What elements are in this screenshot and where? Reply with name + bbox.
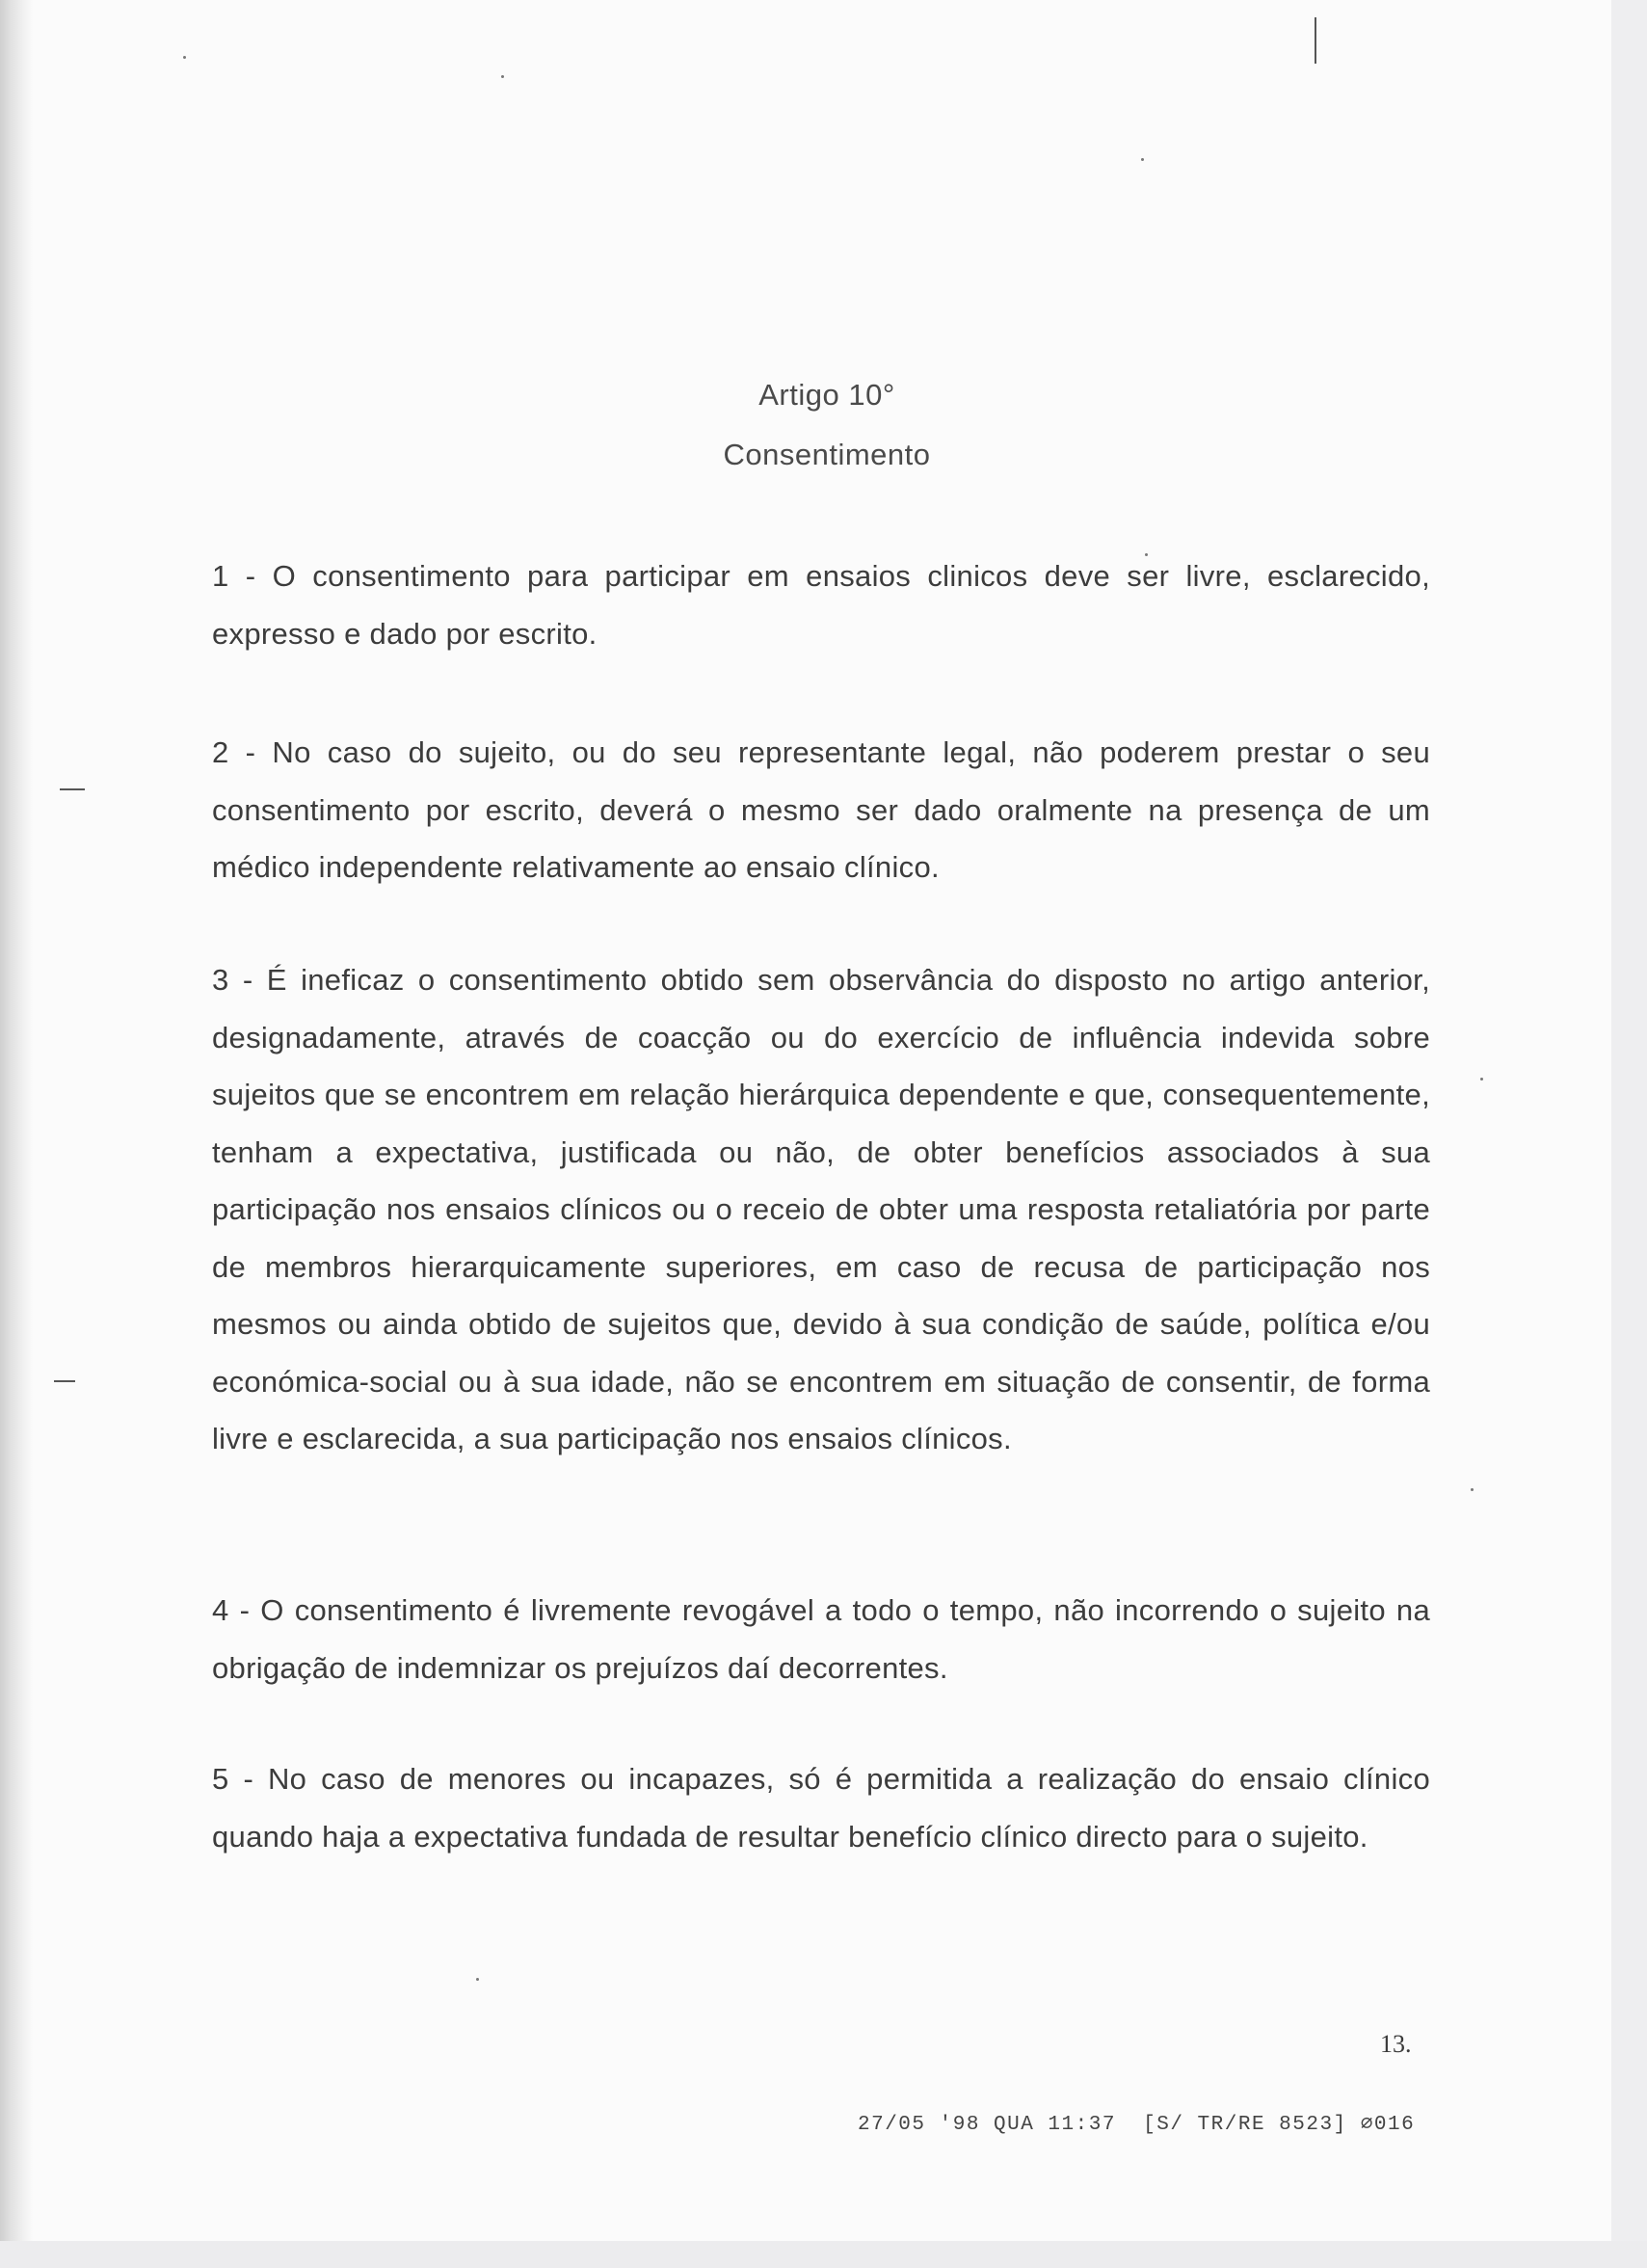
scan-speck — [183, 56, 186, 59]
scan-speck — [1471, 1488, 1474, 1491]
scan-mark — [60, 788, 85, 790]
scan-speck — [1141, 158, 1144, 161]
scan-left-edge — [0, 0, 33, 2268]
paragraph-2: 2 - No caso do sujeito, ou do seu representante legal, não poderem prestar o seu consentimento por escrito, deverá o mesmo ser dado oralmente na presença de um médico independente relativamente ao ensaio clínico. — [212, 735, 1430, 884]
paragraph-3: 3 - É ineficaz o consentimento obtido sem observância do disposto no artigo anterior, designadamente, através de coacção ou do exercício de influência indevida sobre sujeitos que se encontrem em relação hierárquica dependente e que, consequentemente, tenham a expectativa, justificada ou não, de obter benefícios associados à sua participação nos ensaios clínicos ou o receio de obter uma resposta retaliatória por parte de membros hierarquicamente superiores, em caso de recusa de participação nos mesmos ou ainda obtido de sujeitos que, devido à sua condição de saúde, política e/ou económica-social ou à sua idade, não se encontrem em situação de consentir, de forma livre e esclarecida, a sua participação nos ensaios clínicos. — [212, 963, 1430, 1455]
article-title: Artigo 10° — [758, 378, 895, 412]
paragraph-1: 1 - O consentimento para participar em ensaios clinicos deve ser livre, esclarecido, expresso e dado por escrito. — [212, 559, 1430, 651]
scan-speck — [501, 75, 504, 78]
scan-speck — [476, 1978, 479, 1981]
fax-header: 27/05 '98 QUA 11:37 [S/ TR/RE 8523] ⌀016 — [858, 2114, 1416, 2136]
page-number: 13. — [1380, 2030, 1412, 2058]
paragraph-4: 4 - O consentimento é livremente revogável a todo o tempo, não incorrendo o sujeito na obrigação de indemnizar os prejuízos daí decorrentes. — [212, 1593, 1430, 1685]
scan-bottom-edge — [0, 2241, 1647, 2268]
scan-mark — [54, 1380, 75, 1382]
paragraph-5: 5 - No caso de menores ou incapazes, só é permitida a realização do ensaio clínico quando haja a expectativa fundada de resultar benefício clínico directo para o sujeito. — [212, 1762, 1430, 1854]
article-subtitle: Consentimento — [723, 438, 931, 471]
scan-right-edge — [1611, 0, 1647, 2268]
scan-mark — [1315, 17, 1316, 64]
scan-speck — [1480, 1078, 1483, 1081]
